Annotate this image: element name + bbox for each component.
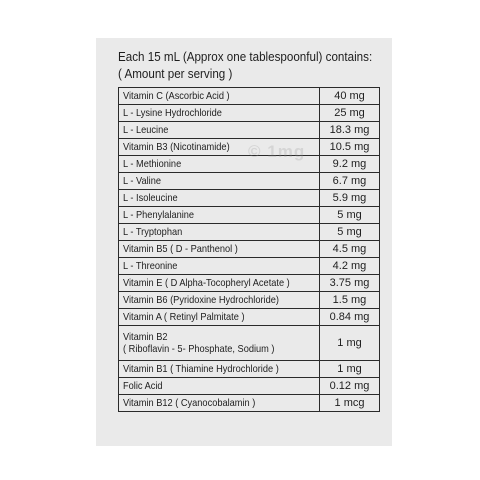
table-row [119, 224, 380, 241]
ingredient-name: Vitamin B6 (Pyridoxine Hydrochloride) [119, 292, 320, 309]
table-row [119, 88, 380, 105]
ingredient-amount: 18.3 mg [320, 122, 380, 139]
ingredient-name: L - Leucine [119, 122, 320, 139]
table-row [119, 361, 380, 378]
ingredient-name: Vitamin B5 ( D - Panthenol ) [119, 241, 320, 258]
table-row [119, 122, 380, 139]
table-row [119, 139, 380, 156]
amount-per-serving-line: ( Amount per serving ) [118, 67, 233, 81]
watermark-logo: © 1mg [248, 142, 306, 161]
ingredient-name: L - Valine [119, 173, 320, 190]
table-row [119, 156, 380, 173]
composition-table [118, 87, 380, 412]
ingredient-name: Folic Acid [119, 378, 320, 395]
ingredient-amount: 1 mg [320, 326, 380, 361]
ingredient-name: L - Phenylalanine [119, 207, 320, 224]
ingredient-name: Vitamin B3 (Nicotinamide) [119, 139, 320, 156]
serving-header [118, 49, 373, 83]
ingredient-amount: 5 mg [320, 207, 380, 224]
table-row [119, 309, 380, 326]
table-row [119, 173, 380, 190]
ingredient-amount: 10.5 mg [320, 139, 380, 156]
ingredient-name: L - Isoleucine [119, 190, 320, 207]
ingredient-amount: 4.2 mg [320, 258, 380, 275]
ingredient-amount: 1 mg [320, 361, 380, 378]
table-row [119, 241, 380, 258]
ingredient-amount: 9.2 mg [320, 156, 380, 173]
table-row [119, 207, 380, 224]
serving-size-line: Each 15 mL (Approx one tablespoonful) contains: [118, 50, 373, 64]
ingredient-amount: 40 mg [320, 88, 380, 105]
ingredient-name: Vitamin B2 ( Riboflavin - 5- Phosphate, Sodium ) [119, 326, 320, 361]
table-row [119, 105, 380, 122]
ingredient-name: L - Tryptophan [119, 224, 320, 241]
ingredient-name: Vitamin E ( D Alpha-Tocopheryl Acetate ) [119, 275, 320, 292]
table-row [119, 326, 380, 361]
ingredient-name: Vitamin C (Ascorbic Acid ) [119, 88, 320, 105]
ingredient-name: Vitamin A ( Retinyl Palmitate ) [119, 309, 320, 326]
ingredient-name: Vitamin B1 ( Thiamine Hydrochloride ) [119, 361, 320, 378]
ingredient-amount: 1.5 mg [320, 292, 380, 309]
ingredient-amount: 1 mcg [320, 395, 380, 412]
ingredient-amount: 25 mg [320, 105, 380, 122]
ingredient-amount: 0.12 mg [320, 378, 380, 395]
ingredient-amount: 5.9 mg [320, 190, 380, 207]
ingredient-name: L - Methionine [119, 156, 320, 173]
ingredient-amount: 3.75 mg [320, 275, 380, 292]
table-row [119, 258, 380, 275]
ingredient-name: L - Lysine Hydrochloride [119, 105, 320, 122]
table-row [119, 292, 380, 309]
ingredient-amount: 6.7 mg [320, 173, 380, 190]
ingredient-amount: 5 mg [320, 224, 380, 241]
table-row [119, 395, 380, 412]
ingredient-name: L - Threonine [119, 258, 320, 275]
table-row [119, 275, 380, 292]
table-row [119, 378, 380, 395]
ingredient-name: Vitamin B12 ( Cyanocobalamin ) [119, 395, 320, 412]
table-row [119, 190, 380, 207]
ingredient-amount: 4.5 mg [320, 241, 380, 258]
ingredient-amount: 0.84 mg [320, 309, 380, 326]
